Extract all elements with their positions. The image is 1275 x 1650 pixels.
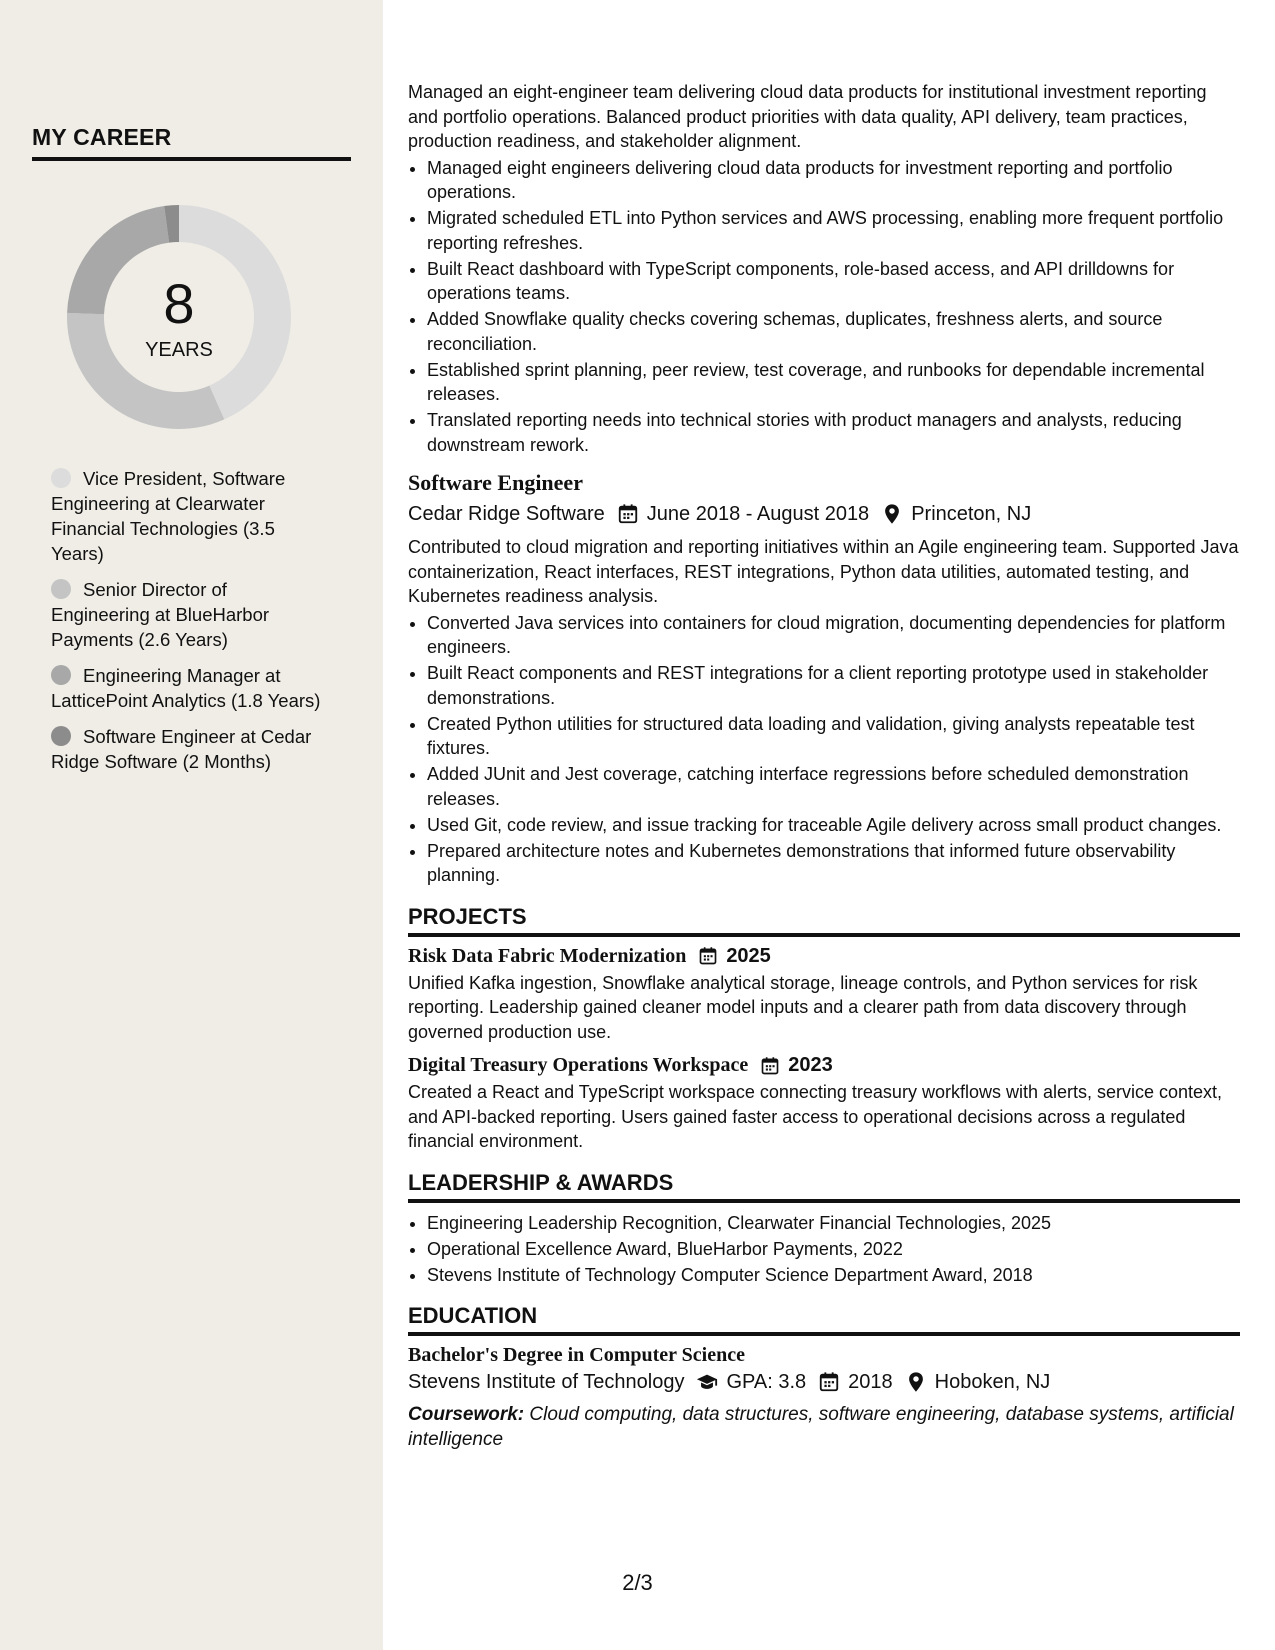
- coursework-label: Coursework:: [408, 1404, 525, 1425]
- job-location: Princeton, NJ: [911, 503, 1032, 525]
- legend-dot: [51, 726, 71, 746]
- job-title: Software Engineer: [408, 470, 583, 495]
- bullet-item: • Converted Java services into containers for cloud migration, documenting dependencies for platform engineers.: [427, 611, 1240, 660]
- career-item-label: Engineering Manager at LatticePoint Analytics (1.8 Years): [51, 665, 321, 711]
- donut-segment: [67, 206, 169, 314]
- career-item: [51, 663, 321, 713]
- location-pin-icon: [881, 503, 903, 525]
- leadership-list: [408, 1211, 1240, 1288]
- career-item-label: Senior Director of Engineering at BlueHarbor Payments (2.6 Years): [51, 579, 270, 650]
- job-bullets: [408, 611, 1240, 888]
- project-year: 2023: [788, 1054, 833, 1076]
- donut-segment: [67, 313, 224, 429]
- donut-segment: [179, 205, 291, 419]
- graduation-cap-icon: [696, 1371, 718, 1393]
- bullet-item: • Managed eight engineers delivering cloud data products for investment reporting and portfolio operations.: [427, 156, 1240, 205]
- career-item-label: Software Engineer at Cedar Ridge Software (2 Months): [51, 726, 312, 772]
- bullet-item: • Established sprint planning, peer review, test coverage, and runbooks for dependable incremental releases.: [427, 358, 1240, 407]
- location-pin-icon: [905, 1371, 927, 1393]
- legend-dot: [51, 665, 71, 685]
- award-item: • Engineering Leadership Recognition, Clearwater Financial Technologies, 2025: [427, 1211, 1240, 1236]
- project-description: Created a React and TypeScript workspace connecting treasury workflows with alerts, service context, and API-backed reporting. Users gained faster access to operational decisions across a regulated financial environment.: [408, 1082, 1223, 1151]
- bullet-item: • Migrated scheduled ETL into Python services and AWS processing, enabling more frequent portfolio reporting refreshes.: [427, 206, 1240, 255]
- school-location: Hoboken, NJ: [934, 1371, 1051, 1393]
- gpa: GPA: 3.8: [726, 1371, 807, 1393]
- bullet-item: • Translated reporting needs into technical stories with product managers and analysts, reducing downstream rework.: [427, 408, 1240, 457]
- calendar-icon: [760, 1056, 780, 1076]
- job-dates: June 2018 - August 2018: [646, 503, 870, 525]
- bullet-item: • Used Git, code review, and issue tracking for traceable Agile delivery across small product changes.: [427, 813, 1240, 838]
- project-title: Risk Data Fabric Modernization: [408, 944, 687, 967]
- bullet-item: • Created Python utilities for structured data loading and validation, giving analysts repeatable test fixtures.: [427, 712, 1240, 761]
- legend-dot: [51, 579, 71, 599]
- career-item: [51, 577, 321, 652]
- donut-number: 8: [163, 272, 195, 335]
- projects-heading: PROJECTS: [408, 904, 1240, 937]
- career-item: [51, 466, 321, 566]
- bullet-item: • Built React components and REST integrations for a client reporting prototype used in stakeholder demonstrations.: [427, 661, 1240, 710]
- job-meta: [408, 499, 1240, 529]
- school-name: Stevens Institute of Technology: [408, 1371, 685, 1393]
- bullet-item: • Built React dashboard with TypeScript components, role-based access, and API drilldowns for operations teams.: [427, 257, 1240, 306]
- award-item: • Operational Excellence Award, BlueHarbor Payments, 2022: [427, 1237, 1240, 1262]
- award-item: • Stevens Institute of Technology Computer Science Department Award, 2018: [427, 1263, 1240, 1288]
- sidebar: [0, 0, 383, 1650]
- degree-title: Bachelor's Degree in Computer Science: [408, 1344, 745, 1366]
- main-content: [408, 80, 1240, 1452]
- career-item-label: Vice President, Software Engineering at Clearwater Financial Technologies (3.5 Years): [51, 468, 286, 564]
- education-heading: EDUCATION: [408, 1303, 1240, 1336]
- calendar-icon: [818, 1371, 840, 1393]
- project-title-row: [408, 1054, 1240, 1077]
- donut-unit: YEARS: [145, 339, 213, 361]
- coursework-text: Cloud computing, data structures, software engineering, database systems, artificial intelligence: [408, 1404, 1234, 1450]
- career-list: [51, 466, 321, 785]
- career-item: [51, 724, 321, 774]
- project-year: 2025: [726, 944, 771, 967]
- page-number: [0, 1570, 1275, 1596]
- education-meta: [408, 1367, 1240, 1397]
- bullet-item: • Added Snowflake quality checks covering schemas, duplicates, freshness alerts, and source reconciliation.: [427, 307, 1240, 356]
- career-donut-chart: [67, 205, 291, 429]
- bullet-item: • Added JUnit and Jest coverage, catching interface regressions before scheduled demonstration releases.: [427, 762, 1240, 811]
- page-number-text: 2/3: [622, 1570, 653, 1595]
- graduation-year: 2018: [848, 1371, 893, 1393]
- previous-job-summary: Managed an eight-engineer team delivering cloud data products for institutional investment reporting and portfolio operations. Balanced product priorities with data quality, API delivery, team practices, production readiness, and stakeholder alignment.: [408, 82, 1207, 151]
- career-heading: MY CAREER: [32, 124, 351, 161]
- legend-dot: [51, 468, 71, 488]
- company-name: Cedar Ridge Software: [408, 503, 605, 525]
- calendar-icon: [617, 503, 639, 525]
- coursework: [408, 1403, 1240, 1452]
- job-summary: Contributed to cloud migration and reporting initiatives within an Agile engineering team. Supported Java containerization, React interfaces, REST integrations, Python data utilities, automated testing, and Kubernetes readiness analysis.: [408, 537, 1239, 606]
- bullet-item: • Prepared architecture notes and Kubernetes demonstrations that informed future observability planning.: [427, 839, 1240, 888]
- calendar-icon: [698, 946, 718, 966]
- project-title-row: [408, 945, 1240, 968]
- project-title: Digital Treasury Operations Workspace: [408, 1054, 749, 1076]
- project-description: Unified Kafka ingestion, Snowflake analytical storage, lineage controls, and Python services for risk reporting. Leadership gained cleaner model inputs and a clearer path from data discovery through governed production use.: [408, 972, 1198, 1042]
- leadership-heading: LEADERSHIP & AWARDS: [408, 1170, 1240, 1203]
- previous-job-bullets: [408, 156, 1240, 458]
